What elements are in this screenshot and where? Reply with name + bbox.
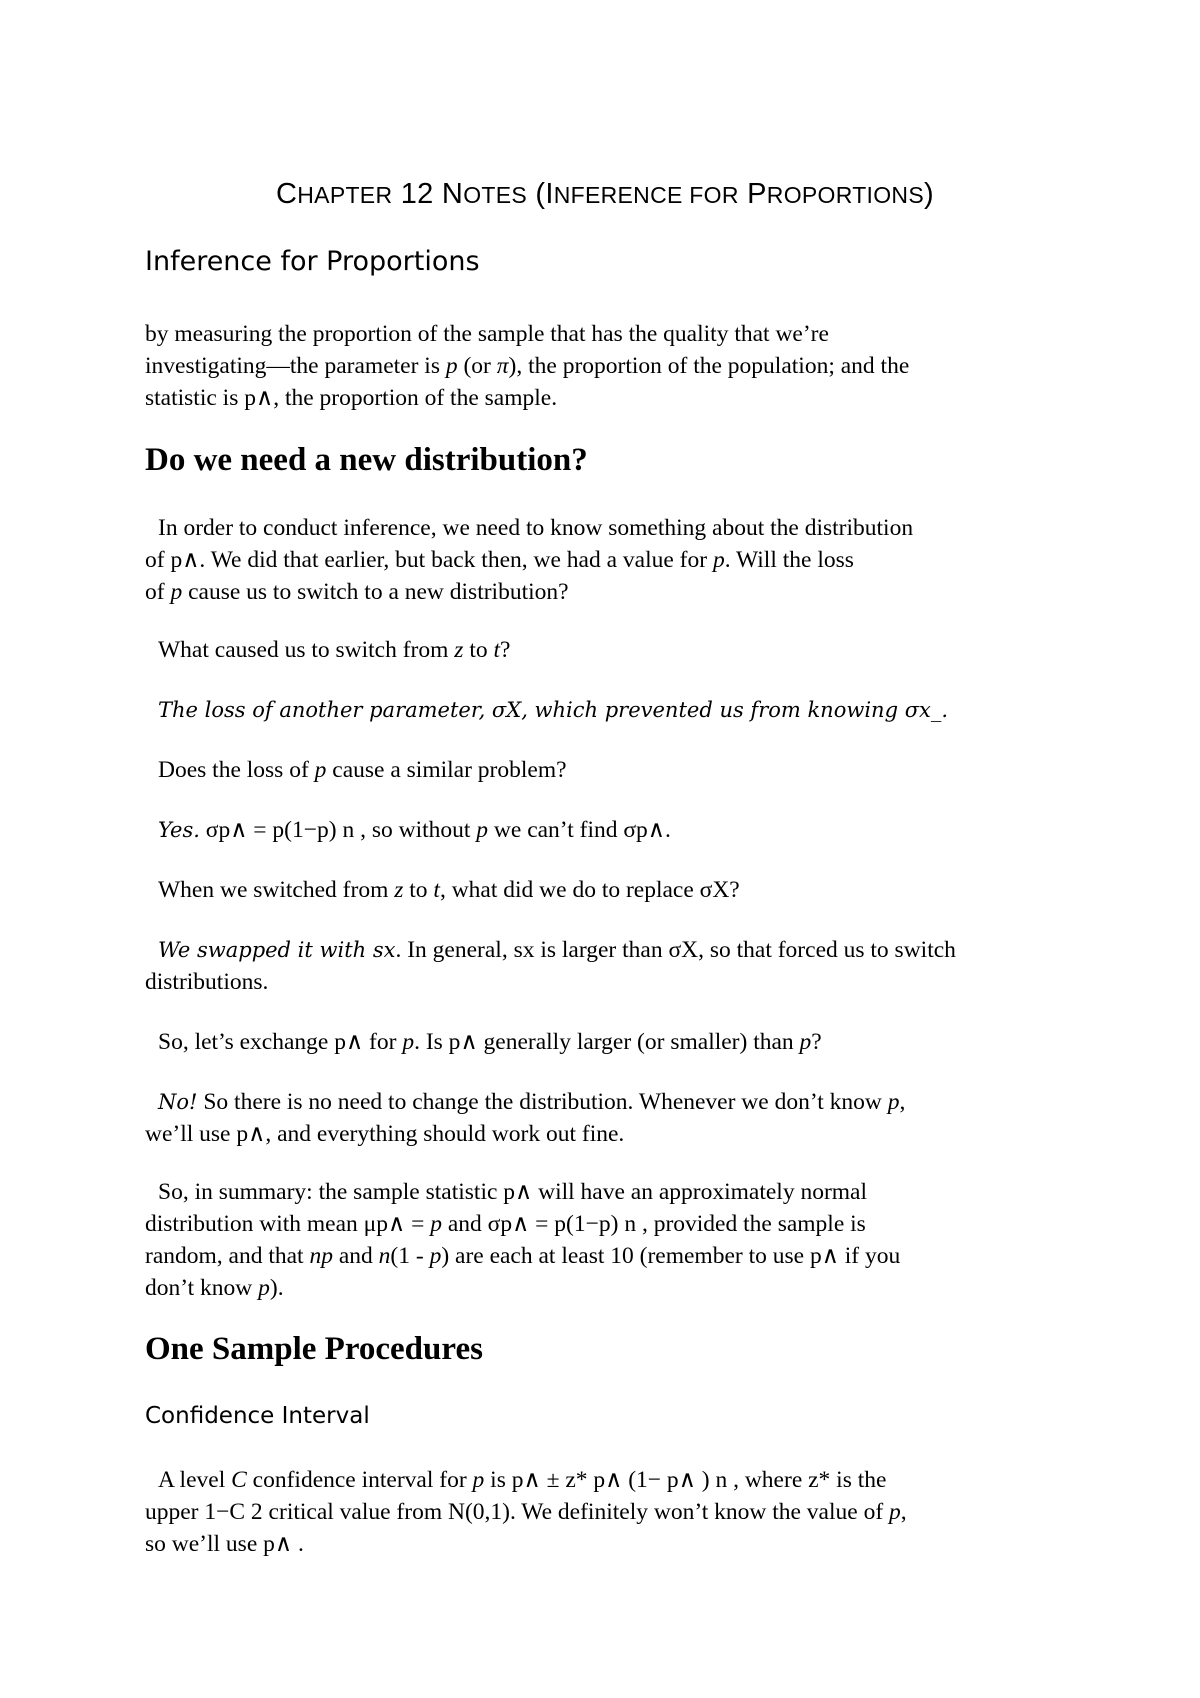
answer-yes: Yes. <box>158 818 200 842</box>
title-cap: C <box>276 178 298 210</box>
text: for <box>363 1029 403 1055</box>
symbol-p: p <box>887 1089 900 1115</box>
text: (1 - <box>390 1243 430 1269</box>
text: ), the proportion of the population; and the <box>508 353 910 379</box>
title-smallcaps: OTES <box>463 182 528 208</box>
text: don’t know <box>145 1275 259 1301</box>
text: ) n , where z* is the <box>695 1467 887 1493</box>
text: and <box>332 1243 379 1269</box>
hat-symbol: ∧ <box>248 1121 266 1147</box>
subheading-confidence-interval: Confidence Interval <box>145 1403 370 1429</box>
text: So, let’s exchange p <box>158 1029 346 1055</box>
para-line <box>145 512 1065 544</box>
text: In order to conduct inference, we need to know something about the distribution <box>158 515 914 541</box>
text: = p(1−p) n , so without <box>247 817 477 843</box>
para-line <box>145 576 1065 608</box>
answer-3 <box>145 934 1065 998</box>
text: so we’ll use p <box>145 1531 275 1557</box>
answer-text: The loss of another parameter, σX, which prevented us from knowing σx_. <box>158 698 949 722</box>
text: . In general, sx is larger than σX, so that forced us to switch <box>395 937 956 963</box>
heading-one-sample: One Sample Procedures <box>145 1331 483 1367</box>
text: random, and that <box>145 1243 310 1269</box>
text: . We did that earlier, but back then, we had a value for <box>199 547 713 573</box>
text: to <box>463 637 494 663</box>
symbol-p: p <box>472 1467 485 1493</box>
intro-line <box>145 382 1065 414</box>
text: When we switched from <box>158 877 395 903</box>
text: ? <box>811 1029 822 1055</box>
text: σp <box>199 817 231 843</box>
text: What caused us to switch from <box>158 637 455 663</box>
text: A level <box>158 1467 232 1493</box>
symbol-t: t <box>433 877 440 903</box>
symbol-pi: π <box>496 353 509 379</box>
heading-new-distribution: Do we need a new distribution? <box>145 442 588 478</box>
hat-symbol: ∧ <box>255 385 274 411</box>
symbol-np: np <box>309 1243 333 1269</box>
text: So, in summary: the sample statistic p <box>158 1179 516 1205</box>
hat-symbol: ∧ <box>605 1467 623 1493</box>
intro-paragraph <box>145 318 1065 414</box>
text: , and everything should work out fine. <box>265 1121 625 1147</box>
text: and σp <box>441 1211 513 1237</box>
hat-symbol: ∧ <box>274 1531 293 1557</box>
text: , <box>899 1089 906 1115</box>
text: if you <box>838 1243 901 1269</box>
title-smallcaps: HAPTER <box>297 182 393 208</box>
question-4 <box>145 1026 1065 1058</box>
text: we can’t find σp <box>488 817 648 843</box>
symbol-p: p <box>429 1243 442 1269</box>
answer-no: No! <box>158 1090 198 1114</box>
hat-symbol: ∧ <box>512 1211 530 1237</box>
question-3 <box>145 874 1065 906</box>
text: of p <box>145 547 183 573</box>
symbol-p: p <box>889 1499 901 1525</box>
text: we’ll use p <box>145 1121 249 1147</box>
answer-text: We swapped it with sx <box>158 938 396 962</box>
text: to <box>403 877 434 903</box>
text: statistic is p <box>145 385 256 411</box>
text: cause a similar problem? <box>326 757 567 783</box>
text: So there is no need to change the distribution. Whenever we don’t know <box>197 1089 888 1115</box>
symbol-t: t <box>493 637 501 663</box>
hat-symbol: ∧ <box>523 1467 541 1493</box>
text: . <box>664 817 671 843</box>
symbol-z: z <box>394 877 404 903</box>
text: investigating—the parameter is <box>145 353 446 379</box>
distribution-paragraph <box>145 512 1065 608</box>
para-line <box>145 544 1065 576</box>
question-2 <box>145 754 1065 786</box>
symbol-p: p <box>712 547 725 573</box>
symbol-z: z <box>454 637 464 663</box>
text: = <box>405 1211 431 1237</box>
symbol-p: p <box>445 353 458 379</box>
symbol-p: p <box>402 1029 415 1055</box>
title-cap: P <box>747 178 767 210</box>
text: confidence interval for <box>246 1467 473 1493</box>
symbol-p: p <box>258 1275 270 1301</box>
title-cap: ) <box>924 178 934 210</box>
hat-symbol: ∧ <box>647 817 665 843</box>
ci-paragraph <box>145 1464 1065 1560</box>
summary-paragraph <box>145 1176 1065 1304</box>
answer-4 <box>145 1086 1065 1150</box>
text: . Is p <box>414 1029 461 1055</box>
text: ) are each at least 10 (remember to use p <box>441 1243 822 1269</box>
text: ). <box>269 1275 284 1301</box>
chapter-title <box>145 178 1065 211</box>
text: upper 1−C 2 critical value from N(0,1). We definitely won’t know the value of <box>145 1499 890 1525</box>
symbol-p: p <box>476 817 489 843</box>
question-1 <box>145 634 1065 666</box>
text: , what did we do to replace σX? <box>439 877 740 903</box>
text: by measuring the proportion of the sample that has the quality that we’re <box>145 321 829 347</box>
title-smallcaps: ROPORTIONS <box>766 182 924 208</box>
text: , <box>900 1499 907 1525</box>
hat-symbol: ∧ <box>182 547 200 573</box>
symbol-p: p <box>430 1211 442 1237</box>
title-cap: (I <box>535 178 554 210</box>
text: of <box>145 579 171 605</box>
hat-symbol: ∧ <box>230 817 248 843</box>
hat-symbol: ∧ <box>821 1243 839 1269</box>
text: = p(1−p) n , provided the sample is <box>529 1211 866 1237</box>
answer-1 <box>145 694 1065 726</box>
answer-2 <box>145 814 1065 846</box>
text: , the proportion of the sample. <box>273 385 558 411</box>
text: . Will the loss <box>724 547 854 573</box>
text: distribution with mean μp <box>145 1211 389 1237</box>
symbol-n: n <box>378 1243 391 1269</box>
text: distributions. <box>145 969 269 995</box>
text: (or <box>457 353 497 379</box>
intro-line <box>145 318 1065 350</box>
symbol-p: p <box>170 579 183 605</box>
text: ? <box>500 637 511 663</box>
hat-symbol: ∧ <box>678 1467 696 1493</box>
hat-symbol: ∧ <box>345 1029 364 1055</box>
title-smallcaps: NFERENCE FOR <box>553 182 739 208</box>
intro-line <box>145 350 1065 382</box>
text: Does the loss of <box>158 757 315 783</box>
hat-symbol: ∧ <box>515 1179 533 1205</box>
text: generally larger (or smaller) than <box>477 1029 800 1055</box>
text: ± z* p <box>540 1467 606 1493</box>
symbol-p: p <box>314 757 327 783</box>
text: (1− p <box>622 1467 679 1493</box>
symbol-c: C <box>231 1467 247 1493</box>
symbol-p: p <box>799 1029 812 1055</box>
section-heading-inference: Inference for Proportions <box>145 246 480 277</box>
hat-symbol: ∧ <box>388 1211 406 1237</box>
hat-symbol: ∧ <box>460 1029 478 1055</box>
text: is p <box>484 1467 524 1493</box>
title-cap: 12 N <box>400 178 464 210</box>
text: . <box>292 1531 304 1557</box>
text: cause us to switch to a new distribution? <box>182 579 569 605</box>
text: will have an approximately normal <box>532 1179 868 1205</box>
